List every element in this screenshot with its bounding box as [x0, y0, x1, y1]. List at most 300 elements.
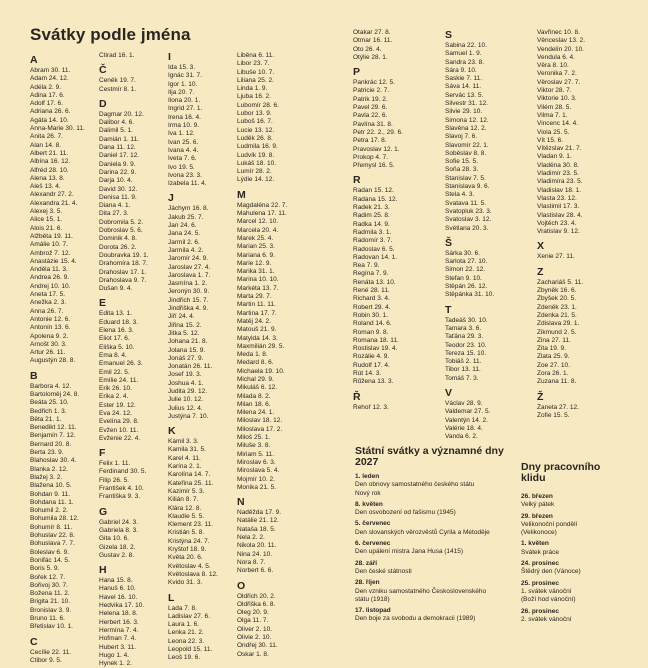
name-day-entry: Barbora 4. 12. [30, 382, 72, 390]
name-day-entry: Elena 16. 3. [99, 327, 134, 335]
name-day-entry: Jiřina 15. 2. [168, 321, 202, 329]
name-day-entry: Vavřinec 10. 8. [537, 29, 580, 36]
name-day-entry: Miloš 25. 1. [237, 434, 271, 442]
name-day-entry: Bohdan 9. 11. [30, 490, 70, 498]
name-day-entry: Irena 16. 4. [168, 113, 201, 121]
name-day-entry: Milan 18. 6. [237, 400, 271, 408]
name-day-entry: Leopold 15. 11. [168, 646, 213, 653]
name-day-entry: Hubert 3. 11. [99, 643, 137, 651]
name-day-entry: Gita 10. 6. [99, 535, 129, 543]
name-day-entry: Miloslav 18. 12. [237, 417, 283, 425]
name-day-entry: Norbert 6. 6. [237, 567, 274, 575]
name-day-entry: Eduard 18. 3. [99, 318, 139, 326]
name-day-entry: Marian 25. 3. [237, 243, 275, 251]
name-day-entry: Adriana 26. 6. [30, 108, 71, 116]
name-day-entry: Milada 8. 2. [237, 392, 271, 400]
name-day-entry: Lukáš 18. 10. [237, 159, 277, 167]
name-day-entry: Jiří 24. 4. [168, 313, 195, 321]
name-day-entry: Augustýn 28. 8. [30, 357, 76, 365]
letter-heading: T [445, 303, 452, 316]
workfree-days-section [521, 462, 621, 627]
name-day-entry: Bohuslav 22. 8. [30, 532, 75, 540]
name-day-entry: Radana 15. 12. [353, 195, 398, 203]
name-day-entry: Bernard 20. 8. [30, 440, 72, 448]
name-day-entry: Kateřina 25. 11. [168, 479, 214, 487]
name-day-entry: Pavel 29. 6. [353, 104, 388, 112]
name-day-entry: Lada 7. 8. [168, 604, 197, 612]
name-day-entry: Oldřiška 6. 8. [237, 600, 276, 608]
name-day-entry: Aneta 17. 5. [30, 291, 66, 299]
name-day-entry: Pavla 22. 6. [353, 112, 388, 120]
letter-heading: L [168, 591, 175, 604]
name-day-entry: Rea 7. 9. [353, 262, 380, 270]
name-day-entry: Miloslava 17. 2. [237, 425, 283, 433]
name-day-entry: Gizela 18. 2. [99, 543, 136, 551]
name-day-entry: Hofman 7. 4. [99, 635, 137, 643]
name-day-entry: Šimon 22. 12. [445, 266, 486, 274]
holiday-description: Den vzniku samostatného Československého [355, 587, 487, 595]
name-day-entry: Dagmar 20. 12. [99, 110, 144, 118]
name-day-entry: Daniela 9. 9. [99, 160, 136, 168]
name-day-entry: Matěj 24. 2. [237, 317, 271, 325]
name-day-entry: Berta 23. 9. [30, 449, 64, 457]
name-day-entry: František 4. 10. [99, 485, 144, 493]
name-day-entry: Květa 20. 6. [168, 554, 203, 562]
letter-heading: R [353, 174, 361, 187]
name-day-entry: Boleslav 6. 9. [30, 548, 70, 556]
name-day-entry: Tibor 13. 11. [445, 366, 481, 374]
name-column-5 [353, 29, 421, 412]
name-day-entry: Jeronýn 30. 9. [168, 288, 210, 296]
name-day-entry: Lubor 13. 9. [237, 110, 272, 118]
name-day-entry: Sáva 14. 11. [445, 83, 482, 91]
name-day-entry: Anastázie 15. 4. [30, 257, 77, 265]
workfree-days-list [521, 493, 621, 624]
name-day-entry: Radek 21. 3. [353, 204, 390, 212]
name-day-entry: Pravoslav 12. 1. [353, 145, 400, 153]
name-day-entry: Karína 2. 1. [168, 463, 202, 471]
name-day-entry: Karel 4. 11. [168, 454, 201, 462]
name-day-entry: Hana 15. 8. [99, 577, 133, 585]
name-day-entry: Bruno 11. 6. [30, 615, 65, 622]
name-day-entry: Alfréd 28. 10. [30, 166, 69, 174]
name-day-entry: Rozálie 4. 9. [353, 353, 390, 361]
name-day-entry: Jasmína 1. 2. [168, 280, 208, 288]
name-day-entry: Kristýna 24. 7. [168, 537, 210, 545]
name-day-entry: Adéla 2. 9. [30, 83, 62, 91]
name-day-entry: Alexej 3. 5. [30, 208, 63, 216]
name-day-entry: Jana 24. 5. [168, 230, 201, 238]
name-day-entry: Eliška 5. 10. [99, 343, 135, 351]
name-day-entry: Gustav 2. 8. [99, 551, 135, 559]
holiday-item [355, 560, 505, 577]
name-day-entry: Hermína 7. 4. [99, 626, 139, 634]
holiday-date: 24. prosinec [521, 560, 559, 568]
name-day-entry: Jaroslava 1. 7. [168, 271, 211, 279]
holiday-date: 26. březen [521, 493, 553, 500]
name-day-entry: Hedvika 17. 10. [99, 602, 145, 610]
name-day-entry: Vladimír 23. 5. [537, 170, 579, 178]
name-day-entry: Jolana 15. 9. [168, 346, 206, 354]
name-day-entry: Zbyněk 16. 6. [537, 287, 577, 295]
name-day-entry: Alexandr 27. 2. [30, 191, 74, 199]
name-day-entry: Klaudie 5. 5. [168, 512, 205, 520]
name-day-entry: Filip 26. 5. [99, 476, 129, 484]
name-day-entry: Monika 21. 5. [237, 483, 277, 491]
name-day-entry: Blažena 10. 5. [30, 482, 72, 490]
name-day-entry: Jindřich 15. 7. [168, 296, 209, 304]
name-day-entry: Jonatán 26. 11. [168, 363, 213, 371]
holiday-description: Velikonoční pondělí [521, 520, 578, 528]
name-day-entry: Žaneta 27. 12. [537, 403, 579, 411]
name-day-entry: Alexandra 21. 4. [30, 199, 78, 207]
name-day-entry: Miriam 5. 11. [237, 450, 275, 458]
name-day-entry: Darina 22. 9. [99, 168, 137, 176]
name-day-entry: Michaela 19. 10. [237, 367, 285, 375]
name-day-entry: Věra 8. 10. [537, 62, 569, 70]
name-day-entry: Ferdinand 30. 5. [99, 468, 147, 476]
name-day-entry: Ema 8. 4. [99, 351, 127, 359]
letter-heading: K [168, 425, 176, 438]
name-day-entry: Milena 24. 1. [237, 409, 275, 417]
name-day-entry: Igor 1. 10. [168, 80, 198, 88]
name-day-entry: Jarmila 4. 2. [168, 246, 204, 254]
name-day-entry: Evžen 10. 11. [99, 426, 139, 434]
name-day-entry: Adam 24. 12. [30, 75, 69, 83]
name-day-entry: Abram 30. 11. [30, 67, 71, 74]
name-day-entry: Řehoř 12. 3. [353, 403, 389, 411]
name-day-entry: Mojmír 10. 2. [237, 475, 275, 483]
name-day-entry: Zita 19. 9. [537, 345, 566, 353]
name-day-entry: Zdeněk 23. 1. [537, 303, 577, 311]
holiday-date: 5. červenec [355, 520, 391, 528]
name-day-entry: Otakar 27. 8. [353, 29, 391, 36]
letter-heading: C [30, 635, 38, 648]
name-day-entry: Bohuslava 7. 7. [30, 540, 75, 548]
name-day-entry: Alena 13. 8. [30, 174, 65, 182]
name-day-entry: Ignác 31. 7. [168, 72, 202, 80]
name-day-entry: Ambrož 7. 12. [30, 249, 71, 257]
name-day-entry: Naděžda 17. 9. [237, 509, 282, 517]
name-day-entry: Aleš 13. 4. [30, 183, 61, 191]
name-day-entry: Richard 3. 4. [353, 295, 390, 303]
name-column-6 [445, 30, 513, 441]
name-day-entry: Denisa 11. 9. [99, 193, 137, 201]
name-day-entry: Vítězslav 21. 7. [537, 145, 582, 153]
name-day-entry: Vendelín 20. 10. [537, 45, 584, 53]
name-day-entry: Zdenka 21. 5. [537, 311, 577, 319]
name-day-entry: Rostislav 19. 4. [353, 345, 398, 353]
letter-heading: M [237, 188, 246, 201]
name-day-entry: Tomáš 7. 3. [445, 374, 479, 382]
name-day-entry: Martin 11. 11. [237, 301, 276, 309]
name-day-entry: Evženie 22. 4. [99, 434, 141, 442]
holiday-description: státu (1918) [355, 595, 390, 603]
name-day-entry: Dobroslav 5. 6. [99, 227, 143, 235]
letter-heading: N [237, 496, 245, 509]
name-day-entry: Ilja 20. 7. [168, 88, 195, 96]
name-day-entry: Judita 29. 12. [168, 387, 208, 395]
state-holidays-list [355, 473, 505, 624]
name-day-entry: Linda 1. 9. [237, 85, 268, 93]
name-day-entry: Erika 2. 4. [99, 393, 129, 401]
name-day-entry: Štěpán 26. 12. [445, 283, 488, 291]
name-day-entry: Svatopluk 23. 3. [445, 207, 492, 215]
name-day-entry: Dorota 26. 2. [99, 243, 137, 251]
name-day-entry: Patricie 2. 7. [353, 87, 390, 95]
name-day-entry: Evelína 29. 8. [99, 418, 139, 426]
name-day-entry: Otýlie 28. 1. [353, 53, 388, 61]
name-day-entry: Anna 26. 7. [30, 307, 64, 315]
name-day-entry: Oliver 2. 10. [237, 625, 273, 633]
name-day-entry: Mahulena 17. 11. [237, 210, 287, 218]
name-day-entry: Darja 10. 4. [99, 177, 133, 185]
name-day-entry: Bohumír 8. 11. [30, 523, 73, 531]
name-day-entry: Nina 24. 10. [237, 550, 273, 558]
holiday-date: 26. prosinec [521, 607, 559, 615]
name-day-entry: Čeněk 19. 7. [99, 77, 136, 85]
name-day-entry: Albert 21. 11. [30, 149, 69, 157]
workfree-item [521, 540, 621, 557]
name-day-entry: Valentýn 14. 2. [445, 416, 488, 424]
name-day-entry: Nora 8. 7. [237, 558, 266, 566]
letter-heading: E [99, 297, 107, 310]
name-day-entry: Antonie 12. 6. [30, 315, 71, 323]
name-day-entry: Ivo 19. 5. [168, 163, 195, 171]
name-day-entry: Bohdana 11. 1. [30, 498, 74, 506]
name-day-entry: Radomír 3. 7. [353, 237, 393, 245]
name-day-entry: Vlasta 23. 12. [537, 194, 577, 202]
name-day-entry: Tadeáš 30. 10. [445, 316, 488, 324]
name-day-entry: Jindřiška 4. 9. [168, 305, 209, 313]
name-day-entry: Radoslav 6. 5. [353, 245, 395, 253]
name-day-entry: Erik 26. 10. [99, 385, 132, 393]
name-day-entry: Sára 9. 10. [445, 66, 477, 74]
name-day-entry: Gabriela 8. 3. [99, 526, 139, 534]
name-day-entry: Sofie 15. 5. [445, 158, 478, 166]
name-day-entry: Bohumila 28. 12. [30, 515, 79, 523]
name-day-entry: Karolína 14. 7. [168, 471, 211, 479]
holiday-description: 1. svátek vánoční [521, 587, 572, 595]
name-day-entry: Amálie 10. 7. [30, 241, 68, 249]
name-day-entry: Ingrid 27. 1. [168, 105, 203, 113]
holiday-item [355, 579, 505, 604]
name-day-entry: Blanka 2. 12. [30, 465, 68, 473]
name-day-entry: Petr 22. 2., 29. 6. [353, 128, 403, 136]
name-day-entry: Veronika 7. 2. [537, 70, 577, 78]
workfree-item [521, 493, 621, 510]
letter-heading: P [353, 66, 361, 79]
name-day-entry: Dita 27. 3. [99, 210, 129, 218]
name-day-entry: Vojtěch 23. 4. [537, 219, 577, 227]
name-day-entry: Michal 29. 9. [237, 375, 274, 383]
name-day-entry: Ctirad 16. 1. [99, 52, 135, 59]
name-day-entry: Oto 26. 4. [353, 45, 382, 53]
name-day-entry: Andrea 26. 9. [30, 274, 70, 282]
name-day-entry: Medard 8. 6. [237, 359, 274, 367]
holiday-description: Velký pátek [521, 501, 555, 509]
name-day-entry: Pavlína 31. 8. [353, 120, 393, 128]
name-day-entry: David 30. 12. [99, 185, 138, 193]
name-day-entry: Ilona 20. 1. [168, 97, 201, 105]
name-day-entry: Jaromír 24. 9. [168, 255, 209, 263]
name-day-entry: Benedikt 12. 11. [30, 424, 77, 432]
holiday-date: 28. září [355, 559, 378, 567]
holiday-description: Den osvobození od fašismu (1945) [355, 509, 456, 517]
name-day-entry: Soběslav 8. 8. [445, 149, 487, 157]
name-day-entry: Arnošt 30. 3. [30, 340, 67, 348]
workfree-item [521, 560, 621, 577]
name-day-entry: Nataša 18. 5. [237, 525, 276, 533]
name-day-entry: Radmila 3. 1. [353, 228, 392, 236]
name-day-entry: Albína 16. 12. [30, 158, 71, 166]
name-day-entry: Natálie 21. 12. [237, 517, 279, 525]
holiday-description: Štědrý den (Vánoce) [521, 568, 581, 576]
name-day-entry: Bartoloměj 24. 8. [30, 390, 80, 398]
name-day-entry: Saskie 7. 11. [445, 75, 483, 83]
name-day-entry: Bonifác 14. 5. [30, 556, 70, 564]
holiday-date: 8. květen [355, 500, 383, 508]
name-day-entry: Tobiáš 2. 11. [445, 358, 482, 366]
name-day-entry: Doubravka 19. 1. [99, 251, 149, 259]
name-day-entry: Alan 14. 8. [30, 141, 62, 149]
name-day-entry: Pankrác 12. 5. [353, 79, 395, 87]
name-day-entry: Jakub 25. 7. [168, 213, 204, 221]
name-day-entry: Dana 11. 12. [99, 144, 136, 152]
name-day-entry: Lýdie 14. 12. [237, 176, 275, 184]
name-day-entry: Otmar 16. 11. [353, 37, 393, 45]
name-day-entry: Světlana 20. 3. [445, 224, 489, 232]
name-day-entry: Andrej 10. 10. [30, 282, 71, 290]
holiday-date: 25. prosinec [521, 579, 559, 587]
name-day-entry: Herbert 16. 3. [99, 618, 139, 626]
name-day-entry: Marie 12. 9. [237, 259, 272, 267]
name-day-entry: René 28. 11. [353, 287, 390, 295]
name-day-entry: Miroslav 6. 3. [237, 458, 276, 466]
workfree-days-title: Dny pracovního klidu [521, 461, 601, 484]
name-day-entry: Luboš 16. 7. [237, 118, 273, 126]
letter-heading: O [237, 579, 246, 592]
name-day-entry: Soňa 28. 3. [445, 166, 479, 174]
name-day-entry: Anděla 11. 3. [30, 266, 68, 274]
name-day-entry: Felix 1. 11. [99, 460, 131, 468]
name-day-entry: Jaroslav 27. 4. [168, 263, 211, 271]
name-day-entry: Diana 4. 1. [99, 202, 131, 210]
name-day-entry: Taťána 29. 3. [445, 333, 484, 341]
name-day-entry: Stela 4. 3. [445, 191, 475, 199]
name-day-entry: Dobromila 5. 2. [99, 218, 144, 226]
name-day-entry: Kazimír 5. 3. [168, 487, 205, 495]
name-day-entry: Slavomír 22. 1. [445, 141, 489, 149]
name-day-entry: Anita 26. 7. [30, 133, 63, 141]
name-day-entry: Iveta 7. 6. [168, 155, 197, 163]
name-day-entry: Tamara 3. 6. [445, 324, 482, 332]
name-day-entry: Bořek 12. 7. [30, 573, 66, 581]
name-day-entry: Jan 24. 6. [168, 222, 197, 230]
name-day-entry: Ivan 25. 6. [168, 138, 199, 146]
name-day-entry: Jitka 5. 12. [168, 329, 200, 337]
name-day-entry: Miluše 3. 8. [237, 442, 271, 450]
name-day-entry: Ctibor 9. 5. [30, 656, 62, 664]
name-day-entry: Silvie 29. 10. [445, 108, 483, 116]
name-day-entry: Luděk 26. 8. [237, 134, 273, 142]
name-day-entry: Hynek 1. 2. [99, 660, 132, 668]
name-day-entry: Anežka 2. 3. [30, 299, 67, 307]
name-day-entry: Radim 25. 8. [353, 212, 390, 220]
name-day-entry: Božena 11. 2. [30, 590, 70, 598]
holiday-item [355, 540, 505, 557]
holiday-description: 2. svátek vánoční [521, 615, 572, 623]
name-day-entry: Slavoj 7. 6. [445, 133, 478, 141]
name-day-entry: Julie 10. 12. [168, 396, 204, 404]
name-day-entry: Prokop 4. 7. [353, 153, 389, 161]
name-column-1 [30, 55, 98, 665]
name-day-entry: Leoš 19. 6. [168, 654, 201, 662]
name-day-entry: Vladimíra 23. 5. [537, 178, 583, 186]
name-day-entry: Žofie 15. 5. [537, 411, 570, 419]
name-day-entry: Sandra 23. 8. [445, 58, 485, 66]
name-day-entry: Cecílie 22. 11. [30, 648, 72, 656]
name-day-entry: Simona 12. 12. [445, 116, 489, 124]
name-day-entry: Běta 21. 1. [30, 415, 62, 423]
name-day-entry: Ondřej 30. 11. [237, 642, 278, 650]
name-day-entry: Anna-Marie 30. 11. [30, 125, 85, 133]
holiday-item [355, 501, 505, 518]
name-day-entry: Magdaléna 22. 7. [237, 201, 288, 209]
name-day-entry: Věroslav 27. 7. [537, 78, 581, 86]
letter-heading: A [30, 54, 38, 66]
name-day-entry: Radovan 14. 1. [353, 253, 398, 261]
holiday-description: Den české státnosti [355, 567, 412, 575]
name-day-entry: Benjamín 7. 12. [30, 432, 76, 440]
name-day-entry: Bořivoj 30. 7. [30, 581, 68, 589]
name-day-entry: Nela 2. 2. [237, 534, 265, 542]
name-day-entry: Kamila 31. 5. [168, 446, 206, 454]
name-day-entry: Oskar 1. 8. [237, 650, 269, 658]
page-title: Svátky podle jména [30, 25, 191, 44]
name-day-entry: Matouš 21. 9. [237, 326, 277, 334]
name-day-entry: Štefan 9. 10. [445, 274, 482, 282]
name-day-entry: Tereza 15. 10. [445, 349, 487, 357]
holiday-item [355, 607, 505, 624]
name-day-entry: Ladislav 27. 6. [168, 612, 210, 620]
name-day-entry: Zuzana 11. 8. [537, 378, 577, 386]
name-day-entry: Silvestr 31. 12. [445, 100, 488, 108]
name-day-entry: Štěpánka 31. 10. [445, 291, 495, 299]
holiday-description: Nový rok [355, 489, 381, 497]
state-holidays-section [355, 446, 505, 627]
name-day-entry: Sabina 22. 10. [445, 42, 487, 49]
name-day-entry: Vlastislav 28. 4. [537, 211, 583, 219]
name-day-entry: Matylda 14. 3. [237, 334, 278, 342]
name-day-entry: Miroslava 5. 4. [237, 467, 280, 475]
name-day-entry: Klára 12. 8. [168, 504, 202, 512]
name-day-entry: Gabriel 24. 3. [99, 518, 139, 526]
name-day-entry: Kilián 8. 7. [168, 496, 199, 504]
name-day-entry: Drahoslava 9. 7. [99, 276, 147, 284]
name-day-entry: Samuel 1. 9. [445, 50, 482, 58]
holiday-date: 29. březen [521, 512, 553, 520]
name-day-entry: Dušan 9. 4. [99, 285, 133, 293]
holiday-date: 1. leden [355, 473, 380, 480]
name-day-entry: Emanuel 26. 3. [99, 360, 143, 368]
letter-heading: I [168, 51, 171, 63]
name-column-7 [537, 29, 605, 420]
name-day-entry: Olga 11. 7. [237, 617, 269, 625]
name-day-entry: Libor 23. 7. [237, 60, 270, 68]
name-day-entry: Libuše 10. 7. [237, 68, 275, 76]
name-day-entry: Liběna 6. 11. [237, 52, 275, 59]
